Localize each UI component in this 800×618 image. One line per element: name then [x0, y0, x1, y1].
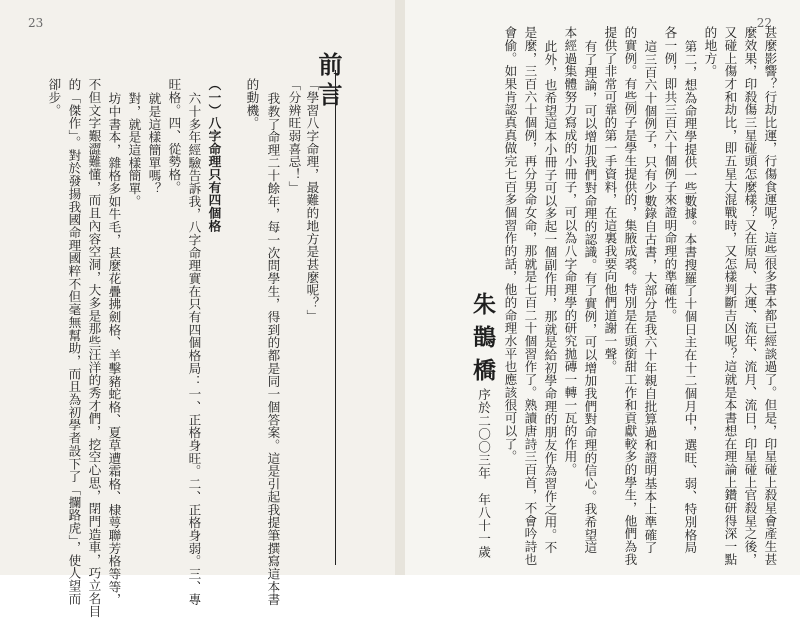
body-column: 的「傑作」。對於發揚我國命理國粹不但毫無幫助，而且為初學者設下了「攔路虎」，使人望而 — [66, 78, 82, 606]
body-column: 本經過集體努力寫成的小冊子，可以為八字命理學的研究拋磚一轉一瓦的作用。 — [562, 26, 578, 476]
body-column: 此外，也希望這本小冊子可以多起一個副作用，那就是給初學命理的朋友作為習作之用。不 — [542, 40, 558, 554]
body-column: 的實例。有些例子是學生提供的，集腋成裘。特別是在頭銜甜工作和貢獻較多的學生，他們為我 — [622, 26, 638, 566]
title-divider-line — [335, 70, 336, 565]
body-column: 麼效果，印殺傷三星碰頭怎麼樣？又在原局、大運、流年、流月、流日，印星碰上官殺星之後， — [742, 26, 758, 566]
body-column: 坊中書本，雜格多如牛毛，甚麼花疊拂劍格、羊擊豬蛇格、夏草遭霜格、棣萼聯芳格等等， — [106, 92, 122, 606]
body-column: 提供了非常可靠的第一手資料，在這裏我要向他們道謝一聲。 — [602, 26, 618, 373]
body-column: 「分辨旺弱喜忌！」 — [286, 78, 302, 194]
body-column: 是麼，三百六十個例，再分男命女命，那就是七百二十個習作了。熟讀唐詩三百首，不會吟詩也 — [522, 26, 538, 566]
page-title: 前言 — [314, 52, 343, 112]
body-column: 各一例，即共三百六十個例子來證明命理的準確性。 — [662, 26, 678, 322]
right-page — [405, 0, 800, 575]
body-column: 這三百六十個例子，只有少數錄自古書，大部分是我六十年親自批算過和證明基本上準確了 — [642, 40, 658, 554]
body-column: 的動機。 — [244, 78, 260, 130]
preface-date: 序於二〇〇三年 年八十一歲 — [476, 388, 491, 559]
author-signature: 朱鵲橋 — [469, 292, 496, 391]
body-column: 第二，想為命理學提供一些數據。本書搜羅了十個日主在十二個月中，選旺、弱、特別格局 — [682, 40, 698, 554]
body-column: 會偷。如果肯認真真做完七百多個習作的話，他的命理水平也應該很可以了。 — [502, 26, 518, 463]
page-number: 23 — [28, 16, 44, 30]
body-column: 我教了命理二十餘年，每一次問學生，得到的都是同一個答案。這是引起我提筆撰寫這本書 — [265, 92, 281, 606]
left-page — [0, 0, 395, 618]
body-column: 又碰上傷才和劫比，即五星大混戰時，又怎樣判斷吉凶呢？這就是本書想在理論上鑽研得深一點 — [722, 26, 738, 566]
body-column: 的地方。 — [702, 26, 718, 78]
page-number: 22 — [756, 16, 772, 30]
body-column: 甚麼影響？行劫比運，行傷食運呢？這些很多書本都已經談過了。但是，印星碰上殺星會產生甚 — [762, 26, 778, 566]
body-column: 對，就是這樣簡單。 — [126, 92, 142, 208]
body-column: 不但文字艱澀難懂，而且內容空洞，大多是那些汪洋的秀才們，挖空心思，閉門造車，巧立名目 — [86, 78, 102, 618]
book-gutter — [395, 0, 405, 575]
body-column: 有了理論，可以增加我們對命理的認識。有了實例，可以增加我們對命理的信心。我希望這 — [582, 40, 598, 554]
section-heading: （一）八字命理只有四個格 — [206, 78, 222, 233]
body-column: 旺格。四、從勢格。 — [166, 78, 182, 194]
body-column: 六十多年經驗告訴我，八字命理實在只有四個格局：一、正格身旺。二、正格身弱。三、專 — [186, 92, 202, 606]
body-column: 就是這樣簡單嗎？ — [146, 92, 162, 195]
body-column: 「學習八字命理，最難的地方是甚麼呢？」 — [304, 78, 320, 323]
body-column: 卻步。 — [46, 78, 62, 117]
